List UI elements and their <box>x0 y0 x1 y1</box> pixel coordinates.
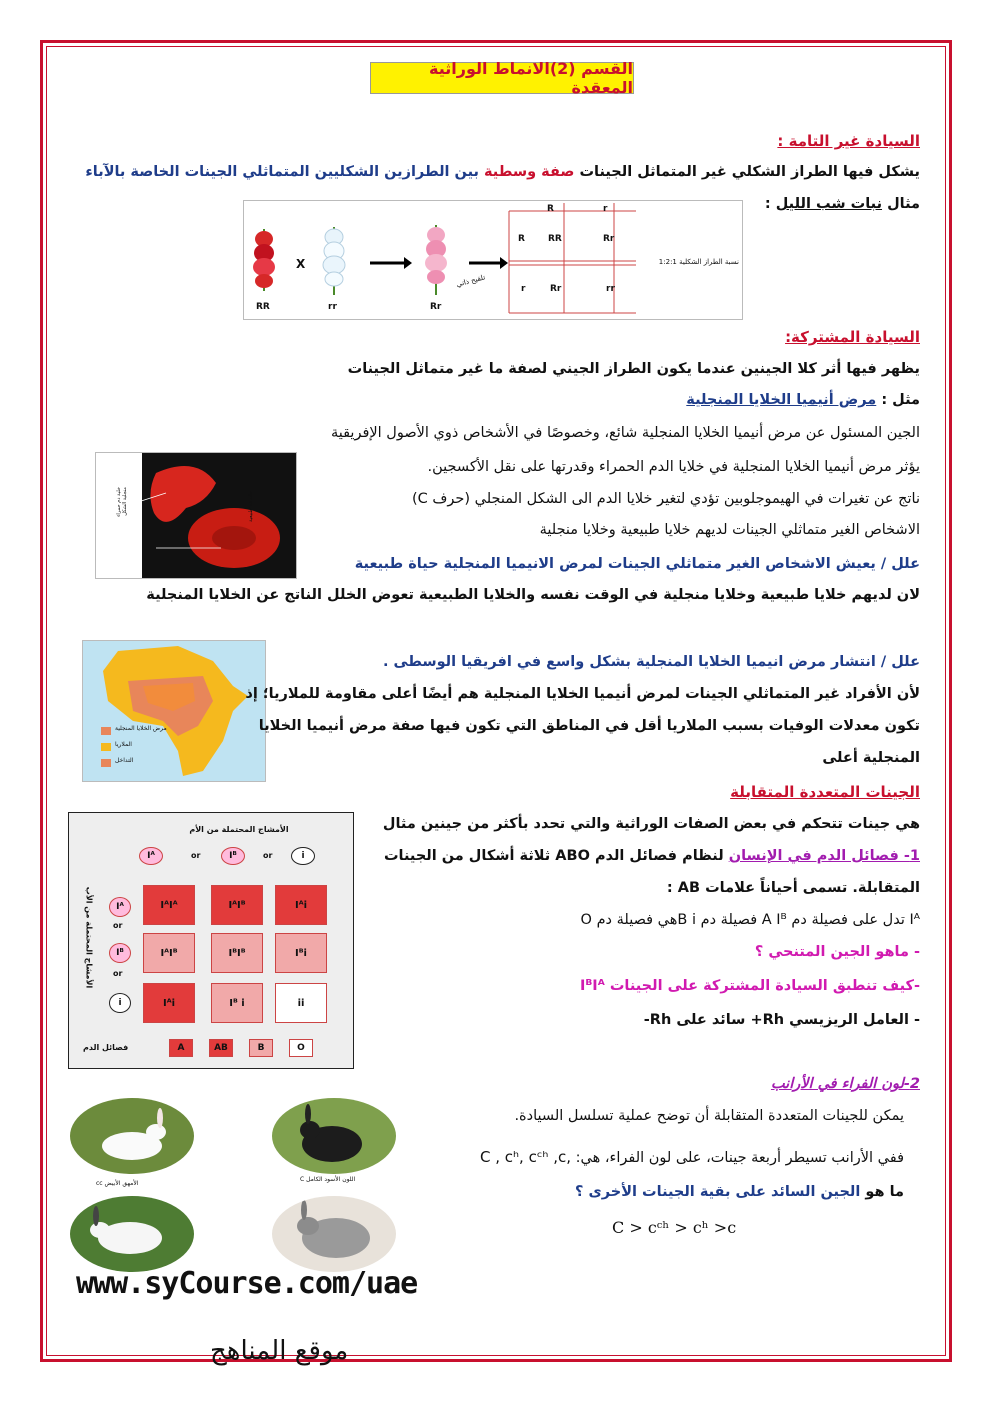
ratio-label: نسبة الطراز الشكلية 1:2:1 <box>658 258 739 266</box>
incomplete-dominance-definition <box>85 164 920 180</box>
codominance-example <box>686 392 920 408</box>
bullet-1: الجين المسئول عن مرض أنيميا الخلايا المنجلية شائع، وخصوصًا في الأشخاص ذوي الأصول الإفريقية <box>330 425 920 441</box>
page-title: القسم (2)الانماط الوراثية المعقدة <box>370 62 634 94</box>
punnett-cell-bb: IᴮIᴮ <box>211 933 263 973</box>
codominance-heading: السيادة المشتركة: <box>785 328 920 346</box>
blood-type-o: O <box>289 1039 313 1057</box>
punnett-cell-ab-1: IᴬIᴮ <box>211 885 263 925</box>
blood-type-a: A <box>169 1039 193 1057</box>
blood-type-chart <box>68 812 354 1069</box>
reason-1-question: علل / يعيش الاشخاص الغير متماثلي الجينات لمرض الانيميا المنجلية حياة طبيعية <box>354 556 920 572</box>
or-label-1: or <box>191 851 201 860</box>
reason-2-question: علل / انتشار مرض انيميا الخلايا المنجلية بشكل واسع في افريقيا الوسطى . <box>382 654 920 670</box>
rabbit-line-1: يمكن للجينات المتعددة المتقابلة أن توضح عملية تسلسل السيادة. <box>514 1108 904 1124</box>
rh-factor-line: - العامل الريزيسي Rh+ سائد على Rh- <box>643 1012 920 1028</box>
snapdragon-figure <box>243 200 743 320</box>
punnett-cell-aa: IᴬIᴬ <box>143 885 195 925</box>
reason-2-answer-3: المنجلية أعلى <box>822 750 920 766</box>
intermediate-trait-text: صفة وسطية <box>484 164 575 180</box>
sickle-cell-label: خلية دم حمراء منجلية الشكل <box>116 487 128 517</box>
rabbit-fur-heading: 2-لون الفراء في الأرانب <box>770 1076 920 1092</box>
punnett-cell-bi-1: Iᴮi <box>275 933 327 973</box>
rabbit-line-2 <box>480 1148 904 1166</box>
footer-site-name: موقع المناهج <box>210 1336 349 1366</box>
grid-cell-rr-4: rr <box>606 284 615 294</box>
black-caption: اللون الأسود الكامل C <box>300 1176 356 1183</box>
rabbit-line-2-text: ففي الأرانب تسيطر أربعة جينات، على لون الفراء، هي: <box>575 1150 904 1166</box>
question-prefix: ما هو <box>860 1184 904 1200</box>
codominance-question: -كيف تنطبق السيادة المشتركة على الجينات IᴮIᴬ <box>579 978 920 994</box>
abo-markers-line: المتقابلة. تسمى أحياناً علامات AB : <box>666 880 920 896</box>
reason-2-answer-2: تكون معدلات الوفيات بسبب الملاريا أقل في المناطق التي تكون فيها صفة مرض أنيميا الخلايا <box>258 718 920 734</box>
question-main: الجين السائد على بقية الجينات الأخرى ؟ <box>575 1184 861 1200</box>
label-rr-hybrid: Rr <box>430 302 442 312</box>
recessive-question: - ماهو الجين المتنحي ؟ <box>754 944 920 960</box>
blood-types-label: فصائل الدم <box>83 1043 129 1052</box>
multiple-alleles-heading: الجينات المتعددة المتقابلة <box>730 783 920 801</box>
label-rr-parent: RR <box>256 302 270 312</box>
mother-gametes-label: الأمشاج المحتملة من الأم <box>189 825 289 834</box>
abo-title: 1- فصائل الدم في الإنسان <box>728 848 920 864</box>
punnett-cell-ab-2: IᴬIᴮ <box>143 933 195 973</box>
grid-header-r-recessive: r <box>603 204 608 214</box>
bullet-3: ناتج عن تغيرات في الهيموجلوبين تؤدي لتغير خلايا الدم الى الشكل المنجلي (حرف C) <box>411 491 920 507</box>
codominance-definition: يظهر فيها أثر كلا الجينين عندما يكون الطراز الجيني لصفة ما غير متماثل الجينات <box>347 361 920 377</box>
father-allele-a: Iᴬ <box>109 897 131 917</box>
punnett-cell-ai-1: Iᴬi <box>275 885 327 925</box>
cross-sign: X <box>296 257 306 271</box>
map-legend-sickle: مرض الخلايا المنجلية <box>115 725 167 732</box>
grid-header-r-dominant: R <box>547 204 554 214</box>
albino-rabbit-photo <box>70 1098 194 1174</box>
or-label-3: or <box>113 921 123 930</box>
himalayan-rabbit-photo <box>70 1196 194 1272</box>
rabbit-question <box>575 1184 904 1200</box>
example-suffix: : <box>764 196 776 212</box>
white-flower-icon <box>323 227 345 295</box>
grid-cell-rr-1: RR <box>548 234 562 244</box>
or-label-4: or <box>113 969 123 978</box>
abo-line <box>384 848 920 864</box>
example-prefix: مثل : <box>876 392 920 408</box>
africa-map <box>82 640 266 782</box>
footer-url[interactable]: www.syCourse.com/uae <box>76 1266 418 1301</box>
dominance-order: C > cᶜʰ > cʰ >c <box>612 1218 737 1237</box>
definition-text-a: يشكل فيها الطراز الشكلي غير المتماثل الجينات <box>574 164 920 180</box>
rabbit-genes: C , cʰ, cᶜʰ ,c, <box>479 1148 571 1166</box>
multiple-alleles-definition: هي جينات تتحكم في بعض الصفات الوراثية والتي تحدد بأكثر من جينين مثال <box>382 816 920 832</box>
label-rr-recessive: rr <box>328 302 337 312</box>
father-allele-b: Iᴮ <box>109 943 131 963</box>
example-plant: نبات شب الليل <box>775 196 883 212</box>
grid-cell-rr-2: Rr <box>603 234 615 244</box>
sickle-cell-icon <box>150 466 216 522</box>
normal-cell-label: خلية دم طبيعية <box>248 491 254 523</box>
alleles-line: Iᴬ تدل على فصيلة دم A Iᴮ فصيلة دم B iهي فصيلة دم O <box>580 912 920 928</box>
incomplete-example <box>765 196 920 212</box>
incomplete-dominance-heading: السيادة غير التامة : <box>777 132 920 150</box>
bullet-2: يؤثر مرض أنيميا الخلايا المنجلية في خلايا الدم الحمراء وقدرتها على نقل الأكسجين. <box>427 459 920 475</box>
abo-description: لنظام فصائل الدم ABO ثلاثة أشكال من الجينات <box>383 848 729 864</box>
black-rabbit-photo <box>272 1098 396 1174</box>
self-pollination-label: تلقيح ذاتي <box>455 273 487 289</box>
map-legend-malaria: الملاريا <box>115 741 132 748</box>
red-flower-icon <box>253 229 275 291</box>
chinchilla-rabbit-photo <box>272 1196 396 1272</box>
reason-1-answer: لان لديهم خلايا طبيعية وخلايا منجلية في الوقت نفسه والخلايا الطبيعية تعوض الخلل الناتج عن الخلايا المنجلية <box>146 587 920 603</box>
albino-caption: الأمهق الأبيض cc <box>96 1180 139 1187</box>
father-allele-i: i <box>109 993 131 1013</box>
grid-cell-rr-3: Rr <box>550 284 562 294</box>
punnett-cell-bi-2: Iᴮ i <box>211 983 263 1023</box>
red-blood-cells-image <box>95 452 297 579</box>
bullet-4: الاشخاص الغير متماثلي الجينات لديهم خلايا طبيعية وخلايا منجلية <box>539 522 920 538</box>
blood-type-b: B <box>249 1039 273 1057</box>
sickle-cell-example: مرض أنيميا الخلايا المنجلية <box>686 392 877 408</box>
example-prefix: مثال <box>882 196 920 212</box>
definition-text-c: بين الطرازين الشكليين المتماثلي الجينات الخاصة بالآباء <box>85 164 484 180</box>
punnett-cell-ai-2: Iᴬi <box>143 983 195 1023</box>
mother-allele-b: Iᴮ <box>221 847 245 865</box>
or-label-2: or <box>263 851 273 860</box>
reason-2-answer-1: لأن الأفراد غير المتماثلي الجينات لمرض أنيميا الخلايا المنجلية هم أيضًا أعلى مقاومة للملاريا؛ إذ <box>245 686 920 702</box>
mother-allele-a: Iᴬ <box>139 847 163 865</box>
map-legend-overlap: التداخل <box>115 757 134 764</box>
mother-allele-i: i <box>291 847 315 865</box>
grid-row-r-dominant: R <box>518 234 525 244</box>
punnett-cell-ii: ii <box>275 983 327 1023</box>
father-gametes-label: الأمشاج المحتملة من الأب <box>84 886 94 989</box>
pink-flower-icon <box>425 225 447 295</box>
grid-row-r-recessive: r <box>521 284 526 294</box>
blood-type-ab: AB <box>209 1039 233 1057</box>
